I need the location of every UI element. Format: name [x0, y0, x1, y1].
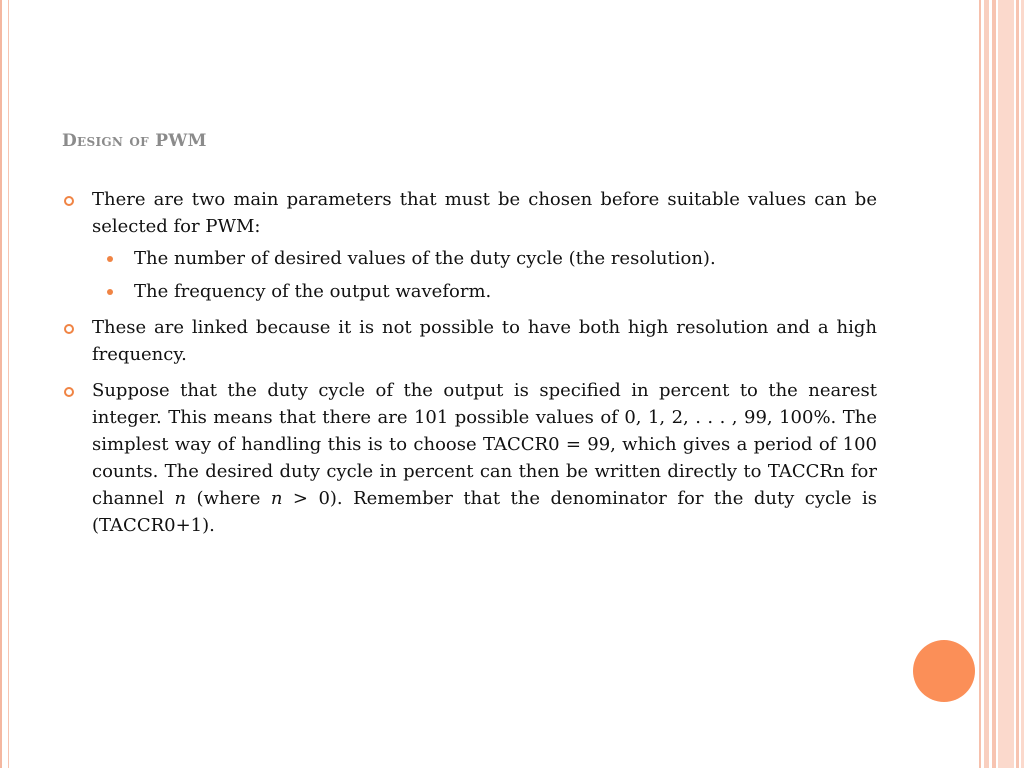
bullet-item — [62, 377, 877, 539]
sub-bullet-item — [62, 278, 877, 305]
variable-n: n — [174, 488, 187, 509]
decorative-circle-icon — [913, 640, 975, 702]
variable-n: n — [270, 488, 283, 509]
right-stripe — [992, 0, 996, 768]
right-stripe — [979, 0, 981, 768]
slide-title: Design of PWM — [62, 131, 207, 151]
dot-bullet-icon — [107, 289, 113, 295]
ring-bullet-icon — [64, 196, 74, 206]
bullet-text: There are two main parameters that must be chosen before suitable values can be selected for PWM: — [92, 189, 877, 237]
bullet-item — [62, 186, 877, 240]
ring-bullet-icon — [64, 324, 74, 334]
left-border-line-inner — [8, 0, 9, 768]
ring-bullet-icon — [64, 387, 74, 397]
slide-content — [62, 186, 877, 548]
dot-bullet-icon — [107, 256, 113, 262]
bullet-text-part: (where — [186, 488, 271, 509]
bullet-item — [62, 314, 877, 368]
sub-bullet-text: The number of desired values of the duty cycle (the resolution). — [134, 248, 716, 269]
bullet-text-part: > 0). Remember that the denominator for the duty cycle is (TACCR0+1). — [92, 488, 877, 536]
sub-bullet-item — [62, 245, 877, 272]
sub-bullet-list — [62, 245, 877, 305]
bullet-text: These are linked because it is not possible to have both high resolution and a high frequency. — [92, 317, 877, 365]
right-stripe — [998, 0, 1014, 768]
left-border-line — [0, 0, 2, 768]
right-stripe — [1016, 0, 1019, 768]
sub-bullet-text: The frequency of the output waveform. — [134, 281, 492, 302]
bullet-text-part: Suppose that the duty cycle of the output is specified in percent to the nearest integer. This means that there are 101 possible values of 0, 1, 2, . . . , 99, 100%. The simplest way of handling this is to choose TACCR0 = 99, which gives a period of 100 counts. The desired duty cycle in percent can then be written directly to TACCRn for channel — [92, 380, 877, 509]
right-stripe — [984, 0, 989, 768]
